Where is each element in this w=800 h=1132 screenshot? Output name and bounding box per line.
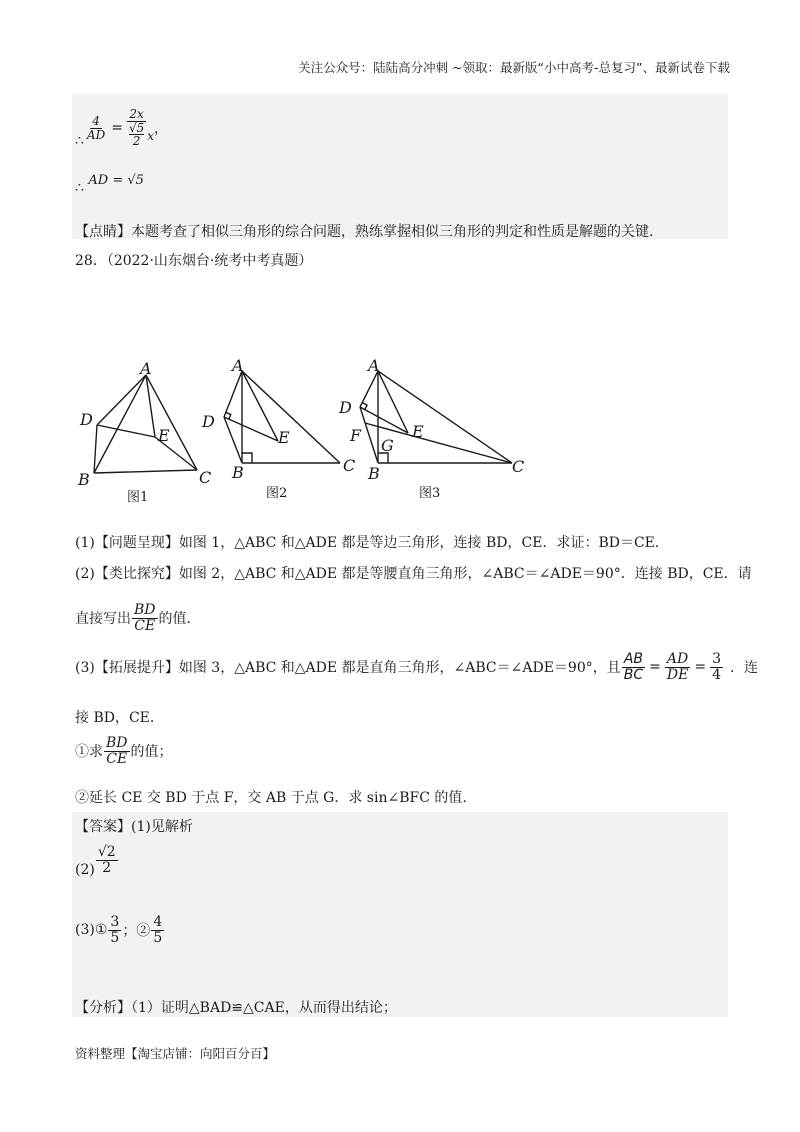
answer-3: (3)① $\frac{3}{5}$ ；② $\frac{4}{5}$	[75, 914, 163, 946]
fig2-label-e: E	[278, 428, 290, 447]
equation-ratio: ∴ $\frac{4}{AD}$ = 2x √5 2 x ，	[75, 107, 169, 149]
fig3-label-c: C	[512, 457, 525, 476]
fig2-label-d: D	[202, 412, 215, 431]
question-3-line2: 接 BD，CE．	[75, 710, 164, 726]
question-2-line1: (2)【类比探究】如图 2，△ABC 和△ADE 都是等腰直角三角形，∠ABC＝∠ADE＝90°．连接 BD，CE．请	[75, 566, 752, 582]
fraction-ab-over-bc: $\frac{AB}{BC}$	[623, 651, 644, 683]
fig3-label-d: D	[339, 398, 352, 417]
equation-ad: ∴ AD = √5	[75, 173, 144, 196]
answer-2-fraction: $\frac{√2}{2}$	[97, 843, 116, 876]
fig3-label-a: A	[368, 356, 380, 375]
question-3-part2: ②延长 CE 交 BD 于点 F，交 AB 于点 G．求 sin∠BFC 的值.	[75, 790, 467, 806]
fig3-label-b: B	[368, 464, 380, 483]
answer-2: (2) $\frac{√2}{2}$	[75, 843, 116, 878]
answer-line-1: 【答案】(1)见解析	[75, 819, 193, 835]
fraction-2x-over-root5-2: 2x √5 2	[128, 107, 145, 149]
fig1-label-b: B	[78, 470, 90, 489]
fraction-4-over-ad: $\frac{4}{AD}$	[86, 113, 106, 142]
fig1-label-c: C	[199, 468, 212, 487]
comment-dianjing: 【点睛】本题考查了相似三角形的综合问题，熟练掌握相似三角形的判定和性质是解题的关键.	[75, 224, 654, 240]
answer-block	[72, 812, 728, 1017]
fig1-caption: 图1	[127, 490, 149, 505]
fig2-label-b: B	[232, 463, 244, 482]
fig2-label-c: C	[343, 456, 356, 475]
therefore-symbol: ∴	[75, 133, 84, 149]
fraction-3-over-4: $\frac{3}{4}$	[712, 651, 721, 683]
fig2-caption: 图2	[266, 486, 288, 501]
question-3-part1: ①求 $\frac{BD}{CE}$ 的值；	[75, 735, 173, 767]
solution-block-top	[72, 94, 728, 239]
page-footer: 资料整理【淘宝店铺：向阳百分百】	[75, 1046, 276, 1061]
fig3-label-g: G	[381, 436, 394, 455]
answer-3-fraction-1: $\frac{3}{5}$	[110, 914, 120, 946]
fraction-ad-over-de: $\frac{AD}{DE}$	[666, 651, 689, 683]
fraction-bd-over-ce-2: $\frac{BD}{CE}$	[106, 735, 128, 767]
question-1: (1)【问题呈现】如图 1，△ABC 和△ADE 都是等边三角形，连接 BD，CE．求证：BD＝CE．	[75, 535, 669, 551]
fig3-label-f: F	[350, 426, 362, 445]
geometry-figures	[72, 345, 542, 510]
answer-3-fraction-2: $\frac{4}{5}$	[153, 914, 163, 946]
fraction-bd-over-ce: $\frac{BD}{CE}$	[134, 602, 156, 634]
problem-number-source: 28．（2022·山东烟台·统考中考真题）	[75, 253, 313, 269]
fig3-caption: 图3	[419, 486, 441, 501]
question-2-line2: 直接写出 $\frac{BD}{CE}$ 的值．	[75, 602, 201, 634]
fig2-label-a: A	[232, 356, 244, 375]
fig1-label-e: E	[158, 426, 170, 445]
page-header: 关注公众号：陆陆高分冲刺 ~领取：最新版“小中高考-总复习”、最新试卷下载	[298, 60, 730, 75]
analysis-line: 【分析】（1）证明△BAD≌△CAE，从而得出结论；	[75, 1000, 397, 1016]
question-3-line1: (3)【拓展提升】如图 3，△ABC 和△ADE 都是直角三角形，∠ABC＝∠ADE＝90°，且 $\frac{AB}{BC}$ = $\frac{AD}{DE}$ = $\frac{3}{4}$ ．连	[75, 651, 758, 683]
fig1-label-d: D	[80, 410, 93, 429]
fig3-label-e: E	[412, 422, 424, 441]
fig1-label-a: A	[140, 359, 152, 378]
